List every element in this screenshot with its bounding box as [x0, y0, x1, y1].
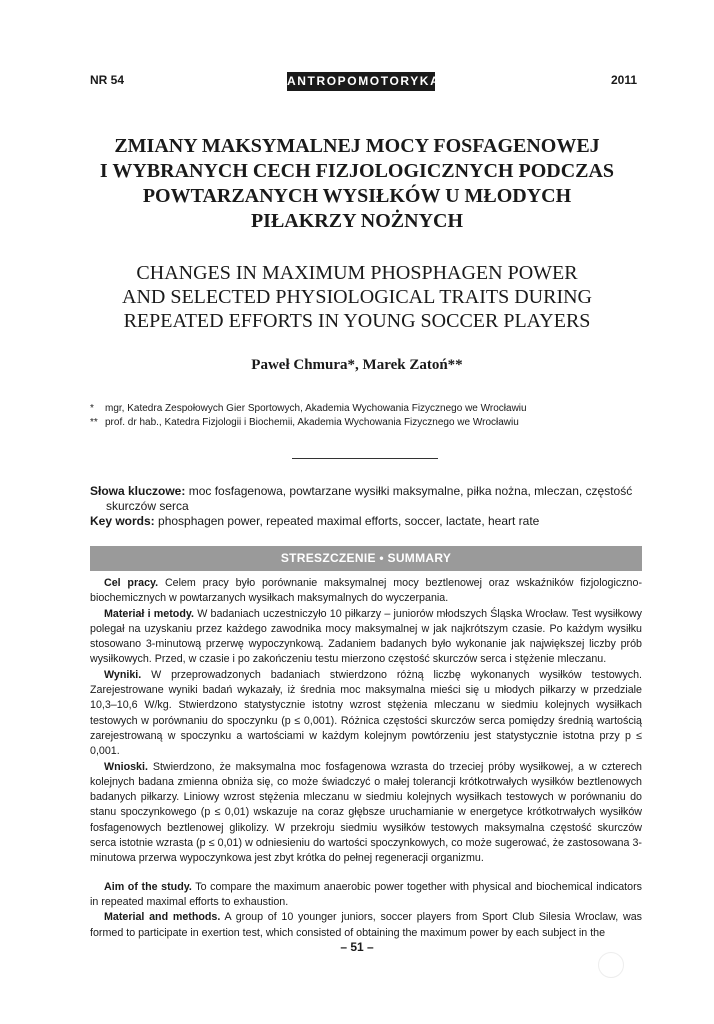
- paragraph-label: Wnioski.: [104, 760, 148, 773]
- title-en-line: REPEATED EFFORTS IN YOUNG SOCCER PLAYERS: [123, 310, 591, 332]
- title-english: [80, 261, 634, 333]
- paragraph-label: Materiał i metody.: [104, 607, 194, 620]
- keywords-text: phosphagen power, repeated maximal efforts, soccer, lactate, heart rate: [154, 514, 540, 528]
- paragraph-text: To compare the maximum anaerobic power together with physical and biochemical indicators in repeated maximal efforts to exhaustion.: [90, 880, 642, 908]
- paragraph-label: Aim of the study.: [104, 880, 192, 893]
- affiliations: [90, 402, 650, 430]
- title-en-line: CHANGES IN MAXIMUM PHOSPHAGEN POWER: [136, 262, 578, 284]
- affiliation-text: prof. dr hab., Katedra Fizjologii i Biochemii, Akademia Wychowania Fizycznego we Wrocławiu: [105, 417, 519, 428]
- title-pl-line: POWTARZANYCH WYSIŁKÓW U MŁODYCH: [142, 185, 572, 207]
- paragraph-text: A group of 10 younger juniors, soccer players from Sport Club Silesia Wroclaw, was formed to participate in exertion test, which consisted of obtaining the maximum power by each subject in the: [90, 911, 642, 939]
- title-polish: [80, 134, 634, 234]
- paragraph-gap: [90, 867, 642, 880]
- page-number: – 51 –: [340, 940, 374, 954]
- title-pl-line: ZMIANY MAKSYMALNEJ MOCY FOSFAGENOWEJ: [114, 135, 600, 157]
- keywords-label: Key words:: [90, 514, 155, 528]
- abstract: [90, 576, 642, 941]
- summary-section-bar: STRESZCZENIE • SUMMARY: [90, 546, 642, 571]
- paragraph-label: Cel pracy.: [104, 577, 159, 589]
- keywords-label: Słowa kluczowe:: [90, 484, 186, 498]
- abstract-paragraph: [90, 910, 642, 941]
- title-en-line: AND SELECTED PHYSIOLOGICAL TRAITS DURING: [122, 286, 592, 308]
- affiliation: [90, 416, 650, 430]
- paragraph-text: Stwierdzono, że maksymalna moc fosfagenowa wzrasta do trzeciej próby wysiłkowej, a w czterech kolejnych badana zmienna obniża się, co może świadczyć o małej tolerancji krótkotrwałych wysiłków beztlenowych badanych piłkarzy. Liniowy wzrost stężenia mleczanu w siedmiu kolejnych wysiłkach testowych w porównaniu do stanu spoczynkowego (p ≤ 0,01) wskazuje na coraz głębsze uruchamianie w energetyce krótkotrwałych wysiłków fosfagenowych beztlenowej glikolizy. W przekroju siedmiu wysiłków testowych maksymalna częstość skurczów serca istotnie wzrasta (p ≤ 0,01) w odniesieniu do wartości spoczynkowych, co może sugerować, że zastosowana 3-minutowa przerwa wypoczynkowa jest zbyt krótka do pełnej regeneracji organizmu.: [90, 760, 642, 865]
- title-pl-line: I WYBRANYCH CECH FIZJOLOGICZNYCH PODCZAS: [99, 160, 615, 182]
- keywords-continuation: skurczów serca: [106, 499, 189, 513]
- publication-year: 2011: [611, 73, 638, 87]
- watermark-logo-icon: [598, 952, 624, 978]
- keywords: [90, 484, 650, 529]
- authors: Paweł Chmura*, Marek Zatoń**: [251, 357, 463, 373]
- keywords-english: [90, 514, 650, 529]
- affiliation: [90, 402, 650, 416]
- affiliation-text: mgr, Katedra Zespołowych Gier Sportowych, Akademia Wychowania Fizycznego we Wrocławiu: [105, 403, 527, 414]
- paragraph-text: Celem pracy było porównanie maksymalnej mocy beztlenowej oraz wskaźników fizjologiczno-biochemicznych w powtarzanych wysiłkach maksymalnych do wyczerpania.: [90, 577, 643, 605]
- divider: [292, 458, 438, 459]
- abstract-paragraph: [90, 607, 642, 668]
- paragraph-text: W przeprowadzonych badaniach stwierdzono różną liczbę wykonanych wysiłków testowych. Zarejestrowane wyniki badań wykazały, iż średnia moc maksymalna mieści się u młodych piłkarzy w przedziale 10,3–10,6 W/kg. Stwierdzono statystycznie istotny wzrost stężenia mleczanu w siedmiu kolejnych wysiłkach testowych w porównaniu do spoczynku (p ≤ 0,001). Różnica częstości skurczów serca pomiędzy średnią wartością zarejestrowaną w spoczynku a wartościami w każdym kolejnym powtórzeniu jest statystycznie istotna przy p ≤ 0,001.: [90, 668, 642, 758]
- affiliation-mark: *: [90, 403, 94, 414]
- abstract-paragraph: [90, 760, 642, 867]
- affiliation-mark: **: [90, 417, 98, 428]
- abstract-paragraph: [90, 668, 642, 760]
- issue-number: NR 54: [90, 73, 125, 87]
- paragraph-label: Wyniki.: [104, 668, 142, 681]
- journal-name: ANTROPOMOTORYKA: [287, 72, 435, 91]
- abstract-paragraph: [90, 880, 642, 911]
- title-pl-line: PIŁAKRZY NOŻNYCH: [250, 210, 464, 232]
- paragraph-label: Material and methods.: [104, 911, 221, 924]
- abstract-paragraph: [90, 576, 642, 607]
- keywords-text: moc fosfagenowa, powtarzane wysiłki maksymalne, piłka nożna, mleczan, częstość: [185, 484, 633, 498]
- paragraph-text: W badaniach uczestniczyło 10 piłkarzy – juniorów młodszych Śląska Wrocław. Test wysiłkowy polegał na uzyskaniu przez każdego zawodnika mocy maksymalnej w jak najkrótszym czasie. Po każdym wysiłku stosowano 3-minutową przerwę wypoczynkową. Zadaniem badanych było wykonanie jak największej liczby prób wysiłkowych. Przed, w czasie i po zakończeniu testu mierzono częstość skurczów serca i stężenie mleczanu.: [90, 607, 643, 666]
- keywords-polish: [90, 484, 650, 499]
